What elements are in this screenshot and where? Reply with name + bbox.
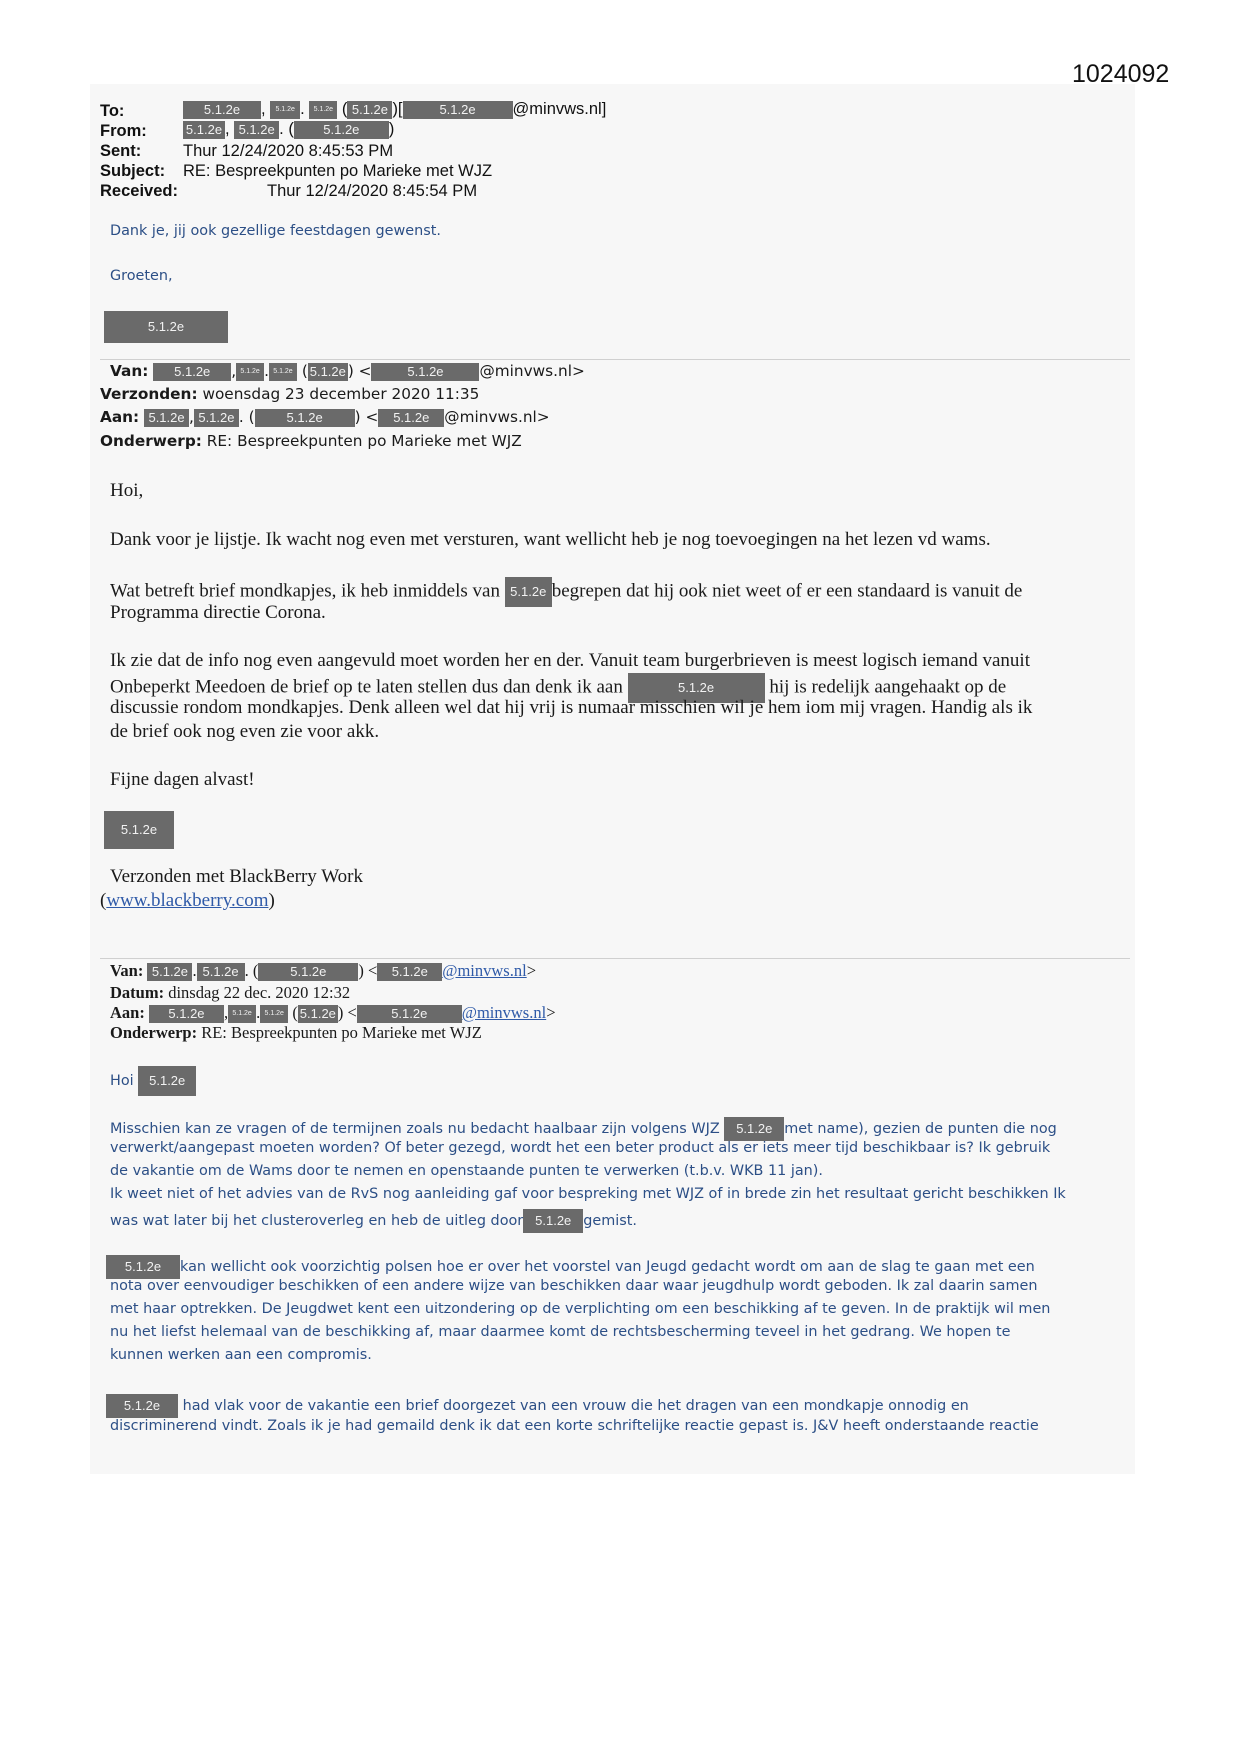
redaction-box: 5.1.2e (183, 121, 225, 139)
msg3-p3-line2: nota over eenvoudiger beschikken of een andere wijze van beschikken daar waar jeugdhulp wordt geboden. Ik zal daarin samen (110, 1278, 1038, 1294)
redaction-box: 5.1.2e (258, 963, 358, 981)
redaction-box: 5.1.2e (523, 1209, 583, 1233)
msg3-p4-line2: discriminerend vindt. Zoals ik je had gemaild denk ik dat een korte schriftelijke reactie gepast is. J&V heeft onderstaande reactie (110, 1418, 1039, 1434)
to-domain: @minvws.nl] (512, 100, 607, 118)
msg3-datum: Datum: dinsdag 22 dec. 2020 12:32 (110, 983, 351, 1002)
redaction-box: 5.1.2e (357, 1005, 462, 1023)
redaction-box: 5.1.2e (377, 963, 442, 981)
redaction-box: 5.1.2e (197, 963, 245, 981)
redaction-box: 5.1.2e (403, 101, 513, 119)
redaction-box: 5.1.2e (347, 101, 392, 119)
redaction-box: 5.1.2e (255, 409, 355, 427)
redaction-box: 5.1.2e (371, 363, 479, 381)
msg3-p2-line2: was wat later bij het clusteroverleg en heb de uitleg door 5.1.2e gemist. (110, 1209, 637, 1233)
redaction-box: 5.1.2e (106, 1255, 180, 1279)
subject-value: RE: Bespreekpunten po Marieke met WJZ (183, 162, 493, 180)
msg3-p4-line1: 5.1.2e had vlak voor de vakantie een brief doorgezet van een vrouw die het dragen van een mondkapje onnodig en (106, 1394, 969, 1418)
blackberry-link[interactable]: www.blackberry.com (106, 890, 269, 911)
msg2-p3-line1: Ik zie dat de info nog even aangevuld moet worden her en der. Vanuit team burgerbrieven is meest logisch iemand vanuit (110, 650, 1030, 671)
redaction-box: 5.1.2e (628, 673, 765, 703)
msg3-p3-line1: 5.1.2e kan wellicht ook voorzichtig polsen hoe er over het voorstel van Jeugd gedacht wordt om aan de slag te gaan met een (106, 1255, 1035, 1279)
msg2-signature (104, 811, 174, 849)
redaction-box: 5.1.2e (309, 363, 346, 379)
redaction-box: 5.1.2e (104, 811, 174, 849)
msg3-p1-line2: verwerkt/aangepast moeten worden? Of beter gezegd, wordt het een beter product als er iets meer tijd beschikbaar is? Ik gebruik (110, 1140, 1051, 1156)
msg3-aan: Aan: 5.1.2e , 5.1.2e . 5.1.2e ( 5.1.2e ) < 5.1.2e @minvws.nl> (110, 1003, 556, 1022)
separator (100, 359, 1130, 360)
redaction-box: 5.1.2e (234, 121, 279, 139)
msg2-link-line: (www.blackberry.com) (100, 890, 275, 911)
redaction-box: 5.1.2e (260, 1005, 288, 1023)
msg3-p3-line3: met haar optrekken. De Jeugdwet kent een uitzondering op de verplichting om een beschikking af te geven. In de praktijk wil men (110, 1301, 1051, 1317)
msg2-p2-line2: Programma directie Corona. (110, 602, 326, 623)
msg2-p3-line3: discussie rondom mondkapjes. Denk alleen wel dat hij vrij is numaar misschien wil je hem iom mij vragen. Handig als ik (110, 697, 1033, 718)
msg1-line: Dank je, jij ook gezellige feestdagen gewenst. (110, 223, 441, 239)
redaction-box: 5.1.2e (138, 1066, 196, 1096)
msg3-onderwerp: Onderwerp: RE: Bespreekpunten po Marieke met WJZ (110, 1023, 482, 1042)
received-value: Thur 12/24/2020 8:45:54 PM (267, 182, 478, 200)
msg2-p3-line4: de brief ook nog even zie voor akk. (110, 721, 380, 742)
msg2-aan-domain: @minvws.nl> (444, 408, 550, 426)
redaction-box: 5.1.2e (505, 577, 552, 607)
msg2-p3-line2: Onbeperkt Meedoen de brief op te laten stellen dus dan denk ik aan 5.1.2e hij is redelijk aangehaakt op de (110, 673, 1006, 703)
sent-label: Sent: (100, 142, 142, 160)
msg3-p2-line1: Ik weet niet of het advies van de RvS nog aanleiding gaf voor bespreking met WJZ of in brede zin het resultaat gericht beschikken Ik (110, 1186, 1066, 1202)
to-value: 5.1.2e , 5.1.2e . 5.1.2e ( 5.1.2e )[ 5.1.2e @minvws.nl] (183, 99, 606, 119)
msg2-p4: Fijne dagen alvast! (110, 769, 255, 790)
from-label: From: (100, 122, 147, 140)
from-value: 5.1.2e , 5.1.2e . ( 5.1.2e ) (183, 119, 394, 139)
msg2-p2-line1: Wat betreft brief mondkapjes, ik heb inmiddels van 5.1.2e begrepen dat hij ook niet weet of er een standaard is vanuit de (110, 577, 1022, 607)
msg3-hoi: Hoi 5.1.2e (110, 1066, 196, 1096)
redaction-box: 5.1.2e (236, 363, 264, 381)
msg2-van-domain: @minvws.nl> (479, 362, 585, 380)
msg3-p3-line5: kunnen werken aan een compromis. (110, 1347, 372, 1363)
msg1-greeting: Groeten, (110, 268, 173, 284)
msg1-signature (104, 311, 228, 343)
redaction-box: 5.1.2e (104, 311, 228, 343)
redaction-box: 5.1.2e (149, 1005, 224, 1023)
redaction-box: 5.1.2e (269, 363, 297, 381)
redaction-box: 5.1.2e (299, 1006, 336, 1022)
msg2-verzonden: Verzonden: woensdag 23 december 2020 11:35 (100, 385, 480, 403)
msg2-hoi: Hoi, (110, 480, 144, 501)
received-label: Received: (100, 182, 178, 200)
to-label: To: (100, 102, 125, 120)
sent-value: Thur 12/24/2020 8:45:53 PM (183, 142, 394, 160)
redaction-box: 5.1.2e (153, 363, 231, 381)
msg2-aan: Aan: 5.1.2e , 5.1.2e . ( 5.1.2e ) < 5.1.2e @minvws.nl> (100, 408, 550, 426)
redaction-box: 5.1.2e (183, 101, 261, 119)
redaction-box: 5.1.2e (194, 409, 239, 427)
msg2-van: Van: 5.1.2e , 5.1.2e . 5.1.2e ( 5.1.2e ) < 5.1.2e @minvws.nl> (110, 362, 585, 380)
msg3-p1-line3: de vakantie om de Wams door te nemen en openstaande punten te verwerken (t.b.v. WKB 11 jan). (110, 1163, 823, 1179)
msg2-onderwerp: Onderwerp: RE: Bespreekpunten po Marieke met WJZ (100, 432, 522, 450)
redaction-box: 5.1.2e (144, 409, 189, 427)
redaction-box: 5.1.2e (309, 101, 337, 119)
redaction-box: 5.1.2e (294, 121, 389, 139)
msg3-p3-line4: nu het liefst helemaal van de beschikking af, maar daarmee komt de rechtsbescherming teveel in het gedrang. We hopen te (110, 1324, 1011, 1340)
separator (100, 958, 1130, 959)
redaction-box: 5.1.2e (724, 1117, 784, 1141)
msg3-van: Van: 5.1.2e . 5.1.2e . ( 5.1.2e ) < 5.1.2e @minvws.nl> (110, 961, 536, 980)
msg3-van-email[interactable]: @minvws.nl (442, 961, 527, 980)
msg3-aan-email[interactable]: @minvws.nl (461, 1003, 547, 1022)
redaction-box: 5.1.2e (147, 963, 192, 981)
redaction-box: 5.1.2e (378, 409, 444, 427)
document-number: 1024092 (1072, 60, 1170, 88)
redaction-box: 5.1.2e (270, 101, 300, 119)
redaction-box: 5.1.2e (228, 1005, 256, 1023)
redaction-box: 5.1.2e (106, 1394, 178, 1418)
msg2-p1: Dank voor je lijstje. Ik wacht nog even met versturen, want wellicht heb je nog toevoegingen na het lezen vd wams. (110, 529, 991, 550)
msg2-sent-with: Verzonden met BlackBerry Work (110, 866, 363, 887)
msg3-p1-line1: Misschien kan ze vragen of de termijnen zoals nu bedacht haalbaar zijn volgens WJZ 5.1.2e met name), gezien de punten die nog (110, 1117, 1057, 1141)
subject-label: Subject: (100, 162, 166, 180)
